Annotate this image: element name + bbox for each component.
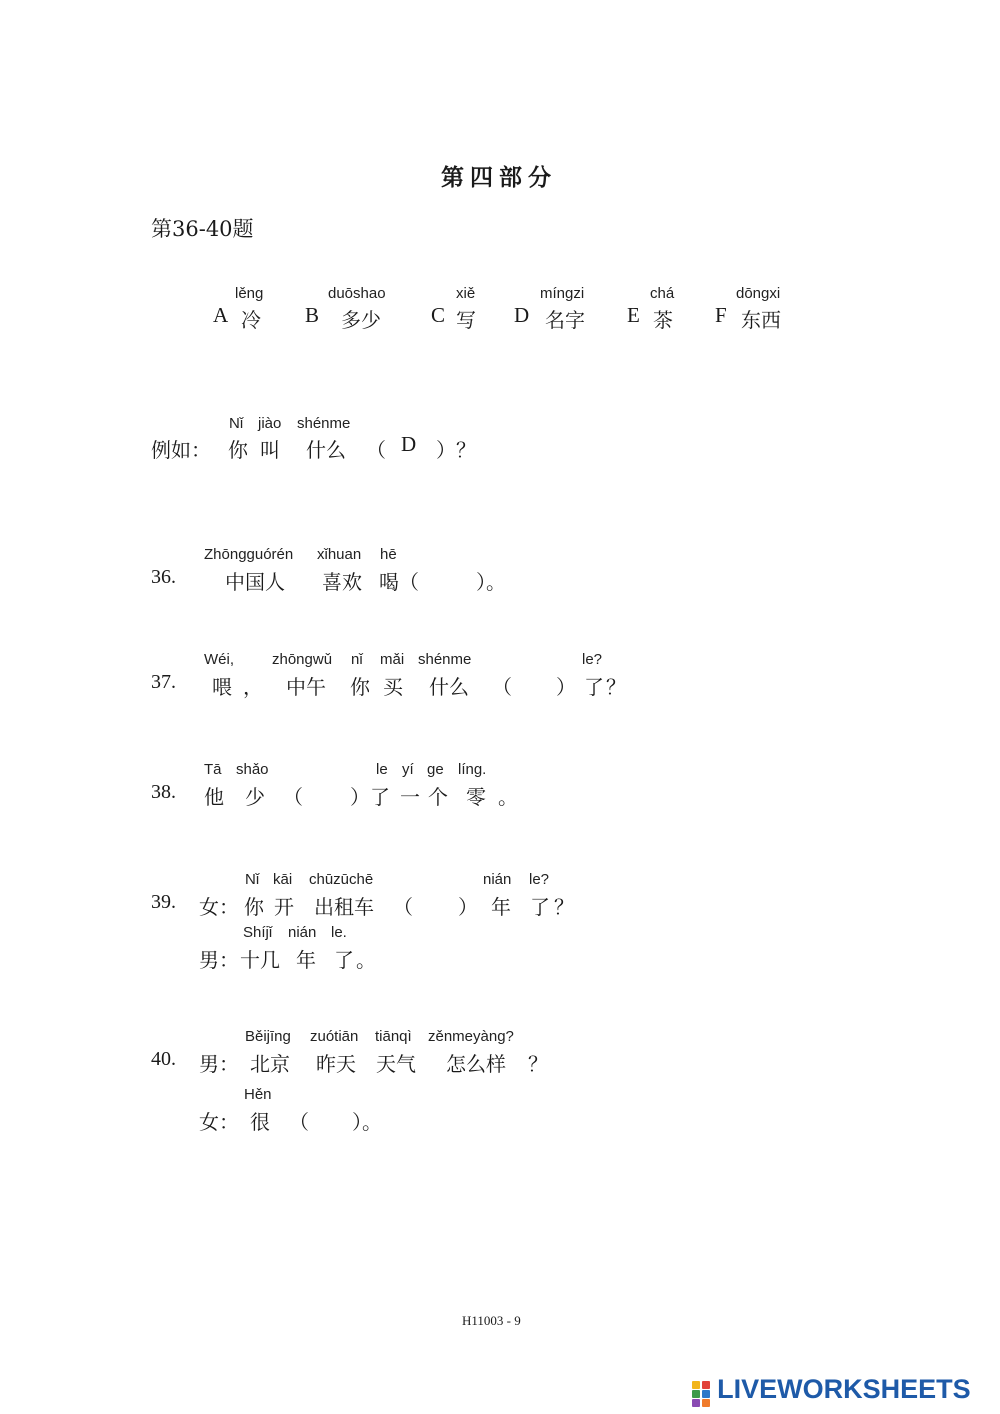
brand-name: LIVEWORKSHEETS bbox=[717, 1374, 971, 1404]
answer-blank[interactable] bbox=[512, 671, 556, 695]
q39-hanzi-1: 你 bbox=[244, 895, 264, 919]
question-number: 38. bbox=[151, 781, 176, 803]
page-footer: H11003 - 9 bbox=[462, 1313, 521, 1328]
q38-pinyin-6: líng. bbox=[458, 761, 487, 778]
q38-hanzi-yi: 一 bbox=[400, 785, 420, 809]
answer-blank[interactable] bbox=[309, 1106, 353, 1130]
q40-close-paren: ）。 bbox=[352, 1110, 382, 1134]
q36-pinyin-2: xǐhuan bbox=[317, 546, 362, 563]
section-title: 第四部分 bbox=[441, 164, 557, 191]
q36-pinyin-1: Zhōngguórén bbox=[204, 546, 294, 563]
q39-reply-hanzi-1: 十几 bbox=[240, 948, 280, 972]
q37-open-paren: （ bbox=[492, 675, 512, 699]
q37-hanzi-3: 中午 bbox=[286, 675, 326, 699]
q36-pinyin-3: hē bbox=[380, 546, 397, 563]
q36-hanzi-3: 喝（ bbox=[379, 570, 419, 594]
q38-pinyin-2: shǎo bbox=[236, 761, 269, 778]
option-c-letter: C bbox=[431, 303, 446, 327]
q39-reply-hanzi-2: 年 bbox=[296, 948, 316, 972]
q39-pinyin-4: nián bbox=[483, 871, 512, 888]
option-e-pinyin: chá bbox=[650, 285, 675, 302]
option-d-hanzi: 名字 bbox=[545, 308, 585, 332]
q37-hanzi-6: 什么 bbox=[429, 675, 469, 699]
q37-hanzi-2: ， bbox=[243, 675, 263, 699]
option-b-hanzi: 多少 bbox=[341, 308, 381, 332]
example-pinyin-1: Nǐ bbox=[229, 415, 244, 432]
option-f-hanzi: 东西 bbox=[741, 308, 781, 332]
example-hanzi-2: 叫 bbox=[260, 438, 280, 462]
q39-pinyin-1: Nǐ bbox=[245, 871, 260, 888]
speaker-label: 男： bbox=[199, 948, 239, 972]
q37-question-mark: ？ bbox=[606, 675, 626, 699]
q40-hanzi-2: 昨天 bbox=[316, 1052, 356, 1076]
q39-pinyin-2: kāi bbox=[273, 871, 293, 888]
q40-pinyin-4: zěnmeyàng? bbox=[428, 1028, 514, 1045]
q39-open-paren: （ bbox=[393, 895, 413, 919]
speaker-label: 男： bbox=[199, 1052, 239, 1076]
q38-hanzi-2: 少 bbox=[245, 785, 265, 809]
q39-pinyin-5: le? bbox=[529, 871, 550, 888]
q38-pinyin-4: yí bbox=[402, 761, 414, 778]
q40-reply-hanzi-1: 很 bbox=[250, 1110, 270, 1134]
liveworksheets-logo-icon bbox=[692, 1381, 712, 1407]
option-b-pinyin: duōshao bbox=[328, 285, 386, 302]
q40-open-paren: （ bbox=[289, 1110, 309, 1134]
q39-close-paren: ） bbox=[458, 895, 478, 919]
q39-question-mark: ？ bbox=[554, 895, 574, 919]
q38-pinyin-3: le bbox=[376, 761, 388, 778]
q39-reply-period: 。 bbox=[356, 948, 376, 972]
q38-open-paren: （ bbox=[283, 785, 303, 809]
option-f-letter: F bbox=[715, 303, 727, 327]
question-number: 37. bbox=[151, 671, 176, 693]
option-a-pinyin: lěng bbox=[235, 285, 264, 302]
q37-hanzi-le: 了 bbox=[584, 675, 604, 699]
q40-pinyin-2: zuótiān bbox=[310, 1028, 359, 1045]
example-hanzi-3: 什么 bbox=[306, 438, 346, 462]
speaker-label: 女： bbox=[199, 1110, 239, 1134]
q36-hanzi-1: 中国人 bbox=[225, 570, 285, 594]
option-b-letter: B bbox=[305, 303, 320, 327]
option-e-hanzi: 茶 bbox=[653, 308, 673, 332]
option-f-pinyin: dōngxi bbox=[736, 285, 781, 302]
q39-reply-pinyin-2: nián bbox=[288, 924, 317, 941]
q39-reply-hanzi-3: 了 bbox=[334, 948, 354, 972]
example-answer: D bbox=[401, 432, 417, 456]
q39-hanzi-3: 出租车 bbox=[314, 895, 374, 919]
answer-blank[interactable] bbox=[303, 781, 347, 805]
example-pinyin-2: jiào bbox=[258, 415, 282, 432]
q37-hanzi-1: 喂 bbox=[212, 675, 232, 699]
q39-hanzi-nian: 年 bbox=[491, 895, 511, 919]
q38-hanzi-1: 他 bbox=[204, 785, 224, 809]
example-close-paren: ）？ bbox=[436, 438, 476, 462]
q39-reply-pinyin-3: le. bbox=[331, 924, 347, 941]
question-number: 39. bbox=[151, 891, 176, 913]
q36-hanzi-2: 喜欢 bbox=[322, 570, 362, 594]
option-a-letter: A bbox=[213, 303, 229, 327]
q37-pinyin-6: le? bbox=[582, 651, 603, 668]
q40-hanzi-4: 怎么样 bbox=[446, 1052, 506, 1076]
example-label: 例如： bbox=[151, 438, 211, 462]
example-hanzi-1: 你 bbox=[228, 438, 248, 462]
speaker-label: 女： bbox=[199, 895, 239, 919]
q38-hanzi-ling: 零 bbox=[466, 785, 486, 809]
option-e-letter: E bbox=[627, 303, 640, 327]
example-open-paren: （ bbox=[366, 438, 386, 462]
example-pinyin-3: shénme bbox=[297, 415, 351, 432]
option-d-pinyin: míngzi bbox=[540, 285, 585, 302]
q37-pinyin-5: shénme bbox=[418, 651, 472, 668]
q40-pinyin-1: Běijīng bbox=[245, 1028, 291, 1045]
q39-hanzi-2: 开 bbox=[274, 895, 294, 919]
q38-pinyin-1: Tā bbox=[204, 761, 222, 778]
q40-reply-pinyin-1: Hěn bbox=[244, 1086, 272, 1103]
q39-hanzi-le: 了 bbox=[530, 895, 550, 919]
q38-pinyin-5: ge bbox=[427, 761, 444, 778]
q37-pinyin-3: nǐ bbox=[351, 651, 363, 668]
option-c-pinyin: xiě bbox=[456, 285, 476, 302]
q37-close-paren: ） bbox=[556, 675, 576, 699]
q36-hanzi-4: ）。 bbox=[476, 570, 506, 594]
answer-blank[interactable] bbox=[432, 566, 476, 590]
q39-reply-pinyin-1: Shíjǐ bbox=[243, 924, 273, 941]
q40-pinyin-3: tiānqì bbox=[375, 1028, 412, 1045]
q40-question-mark: ？ bbox=[528, 1052, 548, 1076]
brand-watermark[interactable] bbox=[692, 1374, 971, 1407]
option-a-hanzi: 冷 bbox=[241, 308, 261, 332]
q39-pinyin-3: chūzūchē bbox=[309, 871, 374, 888]
q38-period: 。 bbox=[498, 785, 518, 809]
option-d-letter: D bbox=[514, 303, 530, 327]
q37-hanzi-4: 你 bbox=[350, 675, 370, 699]
question-number: 40. bbox=[151, 1048, 176, 1070]
question-number: 36. bbox=[151, 566, 176, 588]
q40-hanzi-1: 北京 bbox=[250, 1052, 290, 1076]
question-range-heading: 第36-40题 bbox=[151, 217, 254, 241]
q37-hanzi-5: 买 bbox=[383, 675, 403, 699]
q38-hanzi-ge: 个 bbox=[428, 785, 448, 809]
q40-hanzi-3: 天气 bbox=[376, 1052, 416, 1076]
q37-pinyin-4: mǎi bbox=[380, 651, 405, 668]
option-c-hanzi: 写 bbox=[456, 308, 476, 332]
q38-close-paren-le: ）了 bbox=[350, 785, 390, 809]
q37-pinyin-1: Wéi, bbox=[204, 651, 234, 668]
answer-blank[interactable] bbox=[413, 891, 457, 915]
q37-pinyin-2: zhōngwǔ bbox=[272, 651, 333, 668]
